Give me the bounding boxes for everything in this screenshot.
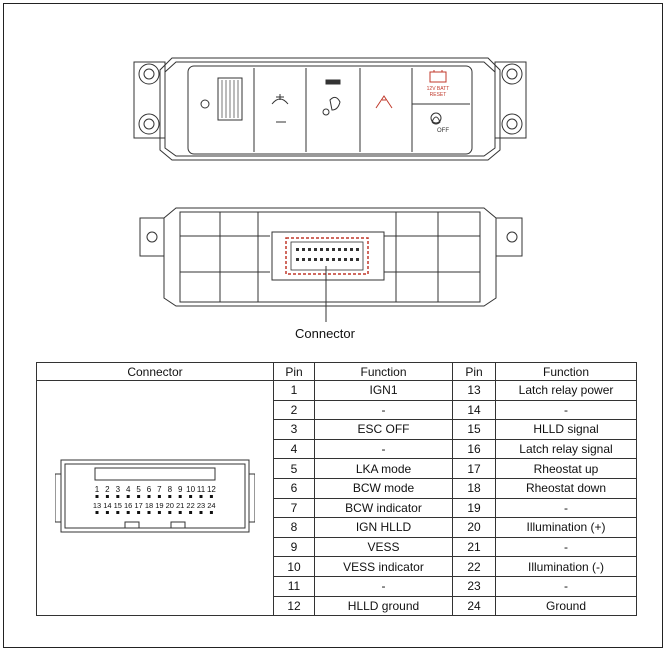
switch-rear-view [140,208,522,306]
function-cell: - [315,576,453,596]
pin-cell: 1 [274,381,315,401]
connector-pin-label-top: 10 [186,484,196,494]
connector-pin-label-bottom: 23 [196,500,206,510]
function-cell-2: - [496,537,637,557]
connector-pin-label-bottom: 18 [144,500,154,510]
pin-cell-2: 15 [453,420,496,440]
pin-cell: 10 [274,557,315,577]
function-cell: BCW mode [315,478,453,498]
connector-pin-top [116,495,119,498]
connector-pin-bottom [148,511,151,514]
function-cell-2: - [496,576,637,596]
pin-cell-2: 23 [453,576,496,596]
connector-pin-bottom [106,511,109,514]
connector-pin-bottom [96,511,99,514]
connector-pin-label-top: 9 [177,484,183,494]
connector-pin-top [210,495,213,498]
esc-off-label: OFF [437,128,449,134]
table-row [37,381,637,401]
batt-reset-label-2: RESET [429,92,447,98]
connector-pin-top [179,495,182,498]
function-cell-2: Latch relay power [496,381,637,401]
function-cell: VESS [315,537,453,557]
connector-pin-label-top: 1 [94,484,100,494]
connector-pin-top [96,495,99,498]
function-cell-2: HLLD signal [496,420,637,440]
function-cell: ESC OFF [315,420,453,440]
pin-cell-2: 21 [453,537,496,557]
connector-pin-top [168,495,171,498]
function-cell-2: Ground [496,596,637,616]
connector-pin-label-top: 7 [157,484,162,494]
batt-reset-label-1: 12V BATT [426,86,450,92]
header-function-2: Function [496,363,637,381]
pin-cell-2: 19 [453,498,496,518]
pin-cell: 12 [274,596,315,616]
pin-cell-2: 24 [453,596,496,616]
function-cell: IGN1 [315,381,453,401]
connector-pin-bottom [210,511,213,514]
connector-pin-label-bottom: 15 [113,500,122,510]
pin-cell: 9 [274,537,315,557]
table-header-row [37,363,637,381]
connector-pin-label-top: 4 [125,484,131,494]
connector-pin-label-bottom: 16 [124,500,133,510]
pin-cell-2: 20 [453,518,496,538]
switch-front-view [134,58,526,160]
connector-pin-bottom [127,511,130,514]
pin-cell: 6 [274,478,315,498]
function-cell: LKA mode [315,459,453,479]
rear-connector-outline [286,238,368,274]
connector-caption: Connector [295,326,355,341]
pin-cell-2: 16 [453,439,496,459]
connector-pin-label-bottom: 19 [155,500,164,510]
connector-pin-bottom [137,511,140,514]
connector-pin-top [127,495,130,498]
connector-pin-label-bottom: 13 [92,500,102,510]
connector-pin-label-top: 5 [136,484,141,494]
connector-pin-bottom [200,511,203,514]
pin-cell: 11 [274,576,315,596]
connector-pin-bottom [179,511,182,514]
pin-cell: 2 [274,400,315,420]
function-cell: - [315,400,453,420]
connector-pin-top [189,495,192,498]
function-cell-2: - [496,498,637,518]
connector-pin-bottom [158,511,161,514]
connector-pin-label-top: 11 [196,484,206,494]
connector-pin-top [137,495,140,498]
connector-pin-top [148,495,151,498]
connector-face-cell [37,381,274,616]
connector-pin-label-bottom: 24 [207,500,216,510]
connector-pin-bottom [116,511,119,514]
connector-face-drawing [55,452,255,542]
connector-pin-label-bottom: 22 [186,500,195,510]
connector-pin-label-top: 8 [167,484,173,494]
connector-pin-label-bottom: 17 [134,500,143,510]
function-cell: IGN HLLD [315,518,453,538]
function-cell-2: Latch relay signal [496,439,637,459]
connector-pin-label-top: 6 [146,484,152,494]
connector-pin-bottom [168,511,171,514]
connector-pin-top [200,495,203,498]
pin-cell: 7 [274,498,315,518]
battery-reset-icon [427,70,450,98]
connector-pin-label-bottom: 21 [176,500,185,510]
function-cell-2: Illumination (+) [496,518,637,538]
pin-cell-2: 18 [453,478,496,498]
function-cell: VESS indicator [315,557,453,577]
header-pin-2: Pin [453,363,496,381]
function-cell: - [315,439,453,459]
pin-cell: 8 [274,518,315,538]
pin-cell-2: 14 [453,400,496,420]
function-cell-2: - [496,400,637,420]
pin-function-table [36,362,637,616]
connector-pin-top [106,495,109,498]
pin-cell: 5 [274,459,315,479]
connector-pin-label-top: 12 [206,484,216,494]
header-connector: Connector [37,363,274,381]
pin-cell: 3 [274,420,315,440]
function-cell: HLLD ground [315,596,453,616]
pin-cell: 4 [274,439,315,459]
connector-pin-label-bottom: 14 [103,500,112,510]
function-cell-2: Illumination (-) [496,557,637,577]
pin-cell-2: 22 [453,557,496,577]
connector-pin-bottom [189,511,192,514]
connector-pin-label-top: 2 [105,484,110,494]
connector-pin-label-bottom: 20 [165,500,174,510]
function-cell: BCW indicator [315,498,453,518]
pin-cell-2: 17 [453,459,496,479]
function-cell-2: Rheostat down [496,478,637,498]
connector-pin-top [158,495,161,498]
connector-pin-label-top: 3 [115,484,121,494]
header-pin: Pin [274,363,315,381]
header-function: Function [315,363,453,381]
pin-cell-2: 13 [453,381,496,401]
function-cell-2: Rheostat up [496,459,637,479]
